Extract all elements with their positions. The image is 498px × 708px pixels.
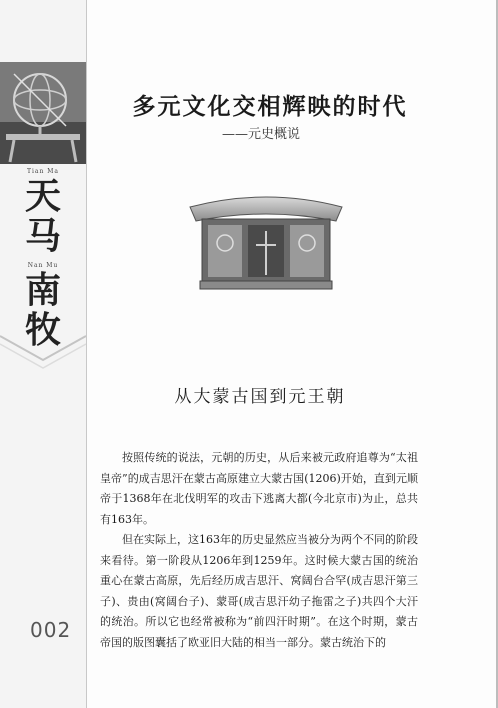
carved-jade-pillow-image (186, 185, 346, 295)
sidebar-char: 南 (24, 269, 61, 311)
page-number: 002 (30, 618, 72, 642)
sidebar-roman-top: Tian Ma (27, 168, 59, 175)
sidebar-series-title-top (14, 168, 72, 256)
sidebar-char: 马 (24, 215, 61, 257)
page-title: 多元文化交相辉映的时代 (132, 93, 408, 120)
sidebar-char: 天 (24, 175, 61, 217)
sidebar-armillary-photo (0, 62, 86, 164)
section-heading: 从大蒙古国到元王朝 (174, 387, 346, 407)
page-subtitle: ——元史概说 (222, 127, 301, 142)
body-paragraph: 但在实际上，这163年的历史显然应当被分为两个不同的阶段来看待。第一阶段从1206年到1259年。这时候大蒙古国的统治重心在蒙古高原，先后经历成吉思汗、窝阔台合罕(成吉思汗第三子)、贵由(窝阔台子)、蒙哥(成吉思汗幼子拖雷之子)共四个大汗的统治。所以它也经常被称为“前四汗时期”。在这个时期，蒙古帝国的版图囊括了欧亚旧大陆的相当一部分。蒙古统治下的 (100, 533, 418, 649)
body-paragraph: 按照传统的说法，元朝的历史，从后来被元政府追尊为“太祖皇帝”的成吉思汗在蒙古高原建立大蒙古国(1206)开始，直到元顺帝于1368年在北伐明军的攻击下逃离大都(今北京市)为止，总共有163年。 (100, 451, 418, 526)
sidebar-roman-bottom: Nan Mu (27, 262, 59, 269)
armillary-sphere-icon (0, 62, 86, 164)
sidebar-divider (86, 0, 87, 708)
sidebar-char: 牧 (24, 309, 61, 351)
body-text (100, 448, 418, 653)
chevron-down-icon (0, 330, 86, 370)
